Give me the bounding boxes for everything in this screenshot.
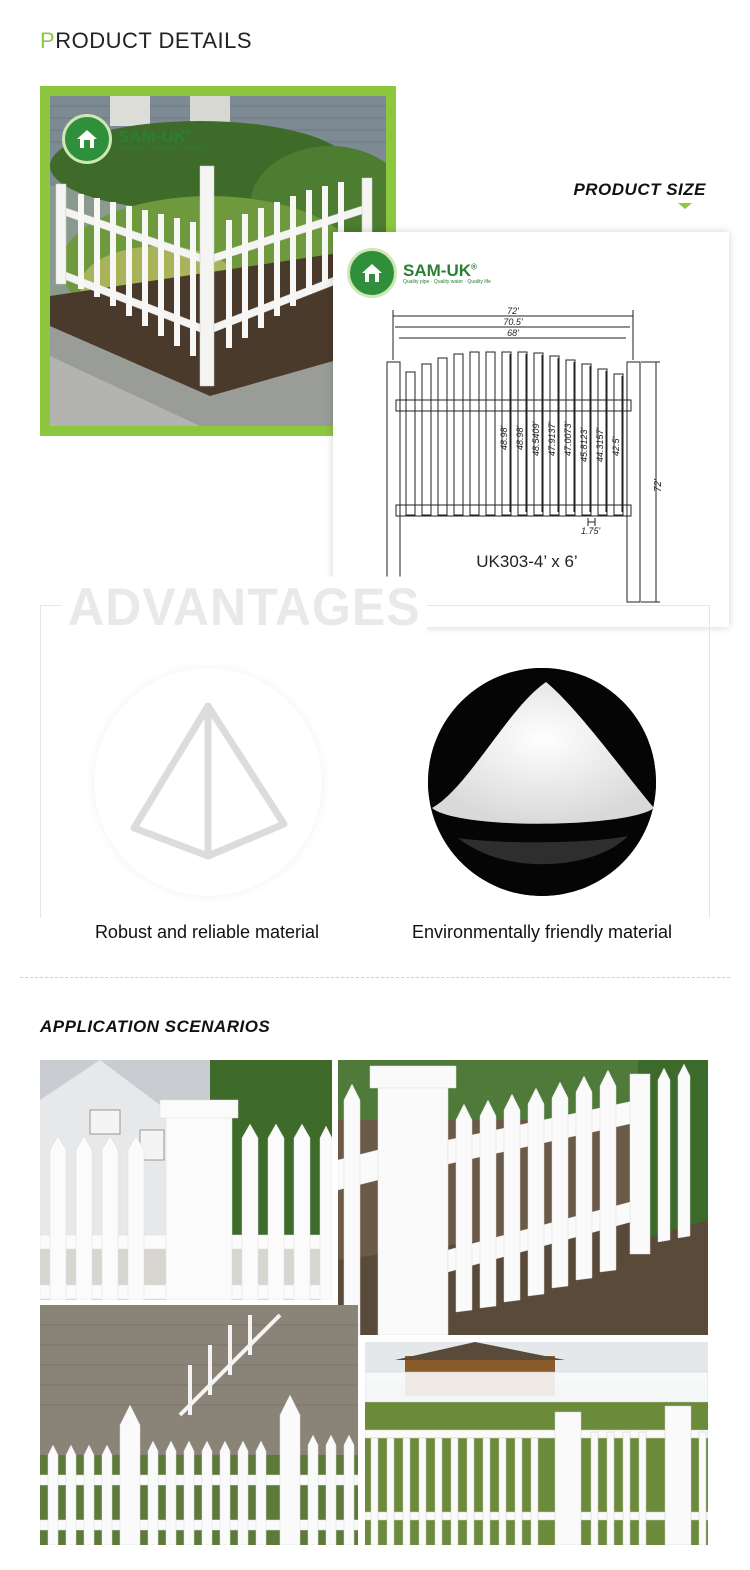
scenario-photo-gate (365, 1342, 708, 1545)
card-brand-reg: ® (471, 261, 477, 271)
powder-pile-image (428, 668, 656, 896)
height-label: 72' (653, 478, 664, 492)
picket-height-5: 47.0073' (563, 421, 573, 456)
picket-height-6: 45.8123' (579, 427, 589, 462)
scenario-photo-yard (338, 1060, 708, 1335)
product-size-title: PRODUCT SIZE (573, 180, 706, 199)
width-label-1: 72' (507, 306, 519, 316)
card-brand-tagline: Quality pipe · Quality water · Quality life (403, 278, 491, 285)
fence-dimension-drawing (333, 232, 729, 627)
picket-height-7: 44.3157' (595, 427, 605, 462)
picket-height-8: 42.5' (611, 436, 621, 456)
title-marker-icon (678, 203, 692, 209)
brand-reg: ® (186, 127, 192, 137)
house-logo-icon (62, 114, 112, 164)
picket-height-1: 48.98' (499, 425, 509, 450)
picket-height-3: 48.5409' (531, 421, 541, 456)
rail-label: 1.75' (581, 526, 601, 536)
brand-tagline: Quality pipe · Quality water · Quality life (118, 144, 206, 151)
pyramid-icon (94, 668, 322, 896)
brand-logo (62, 114, 206, 164)
picket-height-4: 47.9137' (547, 421, 557, 456)
scenario-photo-house (40, 1060, 332, 1300)
advantage-caption-1: Robust and reliable material (94, 922, 320, 942)
brand-name: SAM-UK (118, 126, 186, 146)
width-label-2: 70.5' (503, 317, 523, 327)
section-divider (20, 977, 730, 978)
scenario-photo-stairs (40, 1305, 358, 1545)
title-rest: RODUCT DETAILS (55, 28, 253, 53)
product-details-title (40, 28, 252, 54)
size-diagram-card (333, 232, 729, 627)
width-label-3: 68' (507, 328, 519, 338)
advantages-title: ADVANTAGES (62, 577, 427, 638)
title-first-letter: P (40, 28, 56, 53)
application-title: APPLICATION SCENARIOS (40, 1017, 271, 1036)
advantage-caption-2: Environmentally friendly material (411, 922, 673, 942)
card-brand-name: SAM-UK (403, 260, 471, 280)
model-label: UK303-4’ x 6’ (476, 552, 578, 571)
picket-height-2: 48.98' (515, 425, 525, 450)
